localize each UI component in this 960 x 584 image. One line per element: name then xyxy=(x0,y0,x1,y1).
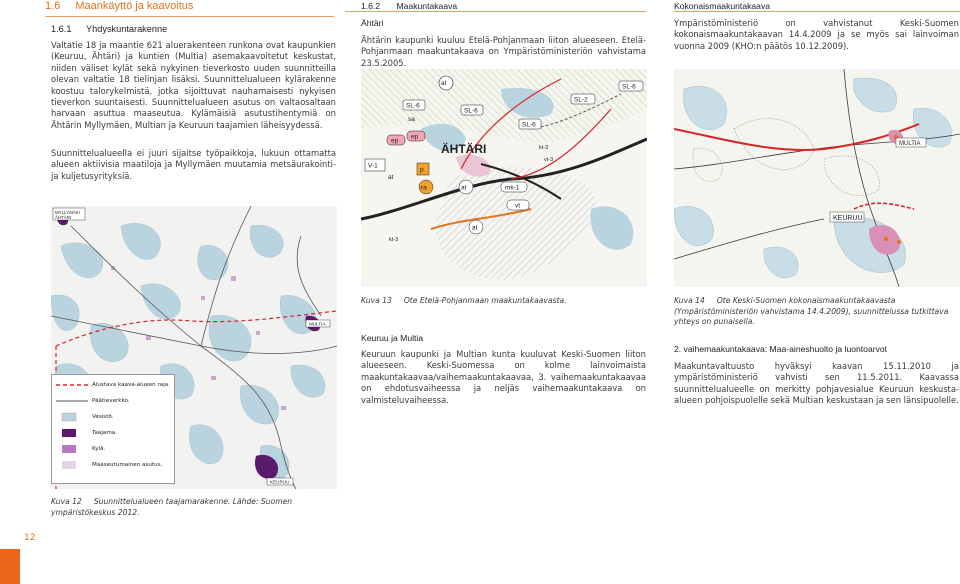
section-heading xyxy=(45,0,193,12)
caption-text: Ote Keski-Suomen kokonaismaakuntakaavasta (Ympäristöministeriön vahvistama 14.4.2009), suunnittelussa tutkittava yhteys on punaisella. xyxy=(674,296,949,326)
regional-plan-map-south-ostrobothnia xyxy=(361,69,647,287)
map-label: ep xyxy=(411,133,419,141)
legend-rural-symbol xyxy=(56,460,88,470)
map-label: vt-3 xyxy=(544,157,554,163)
map-label: V-1 xyxy=(368,162,378,170)
central-finland-svg xyxy=(674,69,960,287)
map-town-label: ÄHTÄRI xyxy=(441,142,487,156)
legend-label: Päätieverkko. xyxy=(92,398,130,404)
map-label: at xyxy=(461,184,467,192)
legend-label: Maaseutumainen asutus. xyxy=(92,462,163,468)
figure-12-caption xyxy=(51,497,341,518)
caption-text: Ote Etelä-Pohjanmaan maakuntakaavasta. xyxy=(403,296,567,305)
subsection-title: Yhdyskuntarakenne xyxy=(86,24,168,34)
map-label: at xyxy=(388,174,394,181)
section-number: 1.6 xyxy=(45,0,61,12)
map-label: mk-1 xyxy=(505,184,520,192)
region-heading-ahtari: Ähtäri xyxy=(361,18,384,28)
caption-prefix: Kuva 13 xyxy=(361,296,392,305)
heading-rule xyxy=(345,11,646,12)
heading-rule xyxy=(45,16,334,17)
subsection-heading xyxy=(361,1,457,11)
page-number: 12 xyxy=(24,533,36,543)
comprehensive-plan-paragraph: Ympäristöministeriö on vahvistanut Keski-Suomen kokonaismaakuntakaavan 14.4.2009 ja se myös sai lainvoiman vuonna 2009 (KHO:n päätös 10.12.2009). xyxy=(674,18,959,51)
settlement-structure-map xyxy=(51,206,337,489)
caption-prefix: Kuva 14 xyxy=(674,296,705,305)
legend-label: Taajama. xyxy=(92,430,117,436)
subsection-number: 1.6.2 xyxy=(361,1,381,11)
map-label: SL-6 xyxy=(464,107,478,115)
page-margin xyxy=(0,0,28,584)
caption-prefix: Kuva 12 xyxy=(51,497,82,506)
map-label: ep xyxy=(391,137,399,145)
structure-paragraph-2: Suunnittelualueella ei juuri sijaitse työpaikkoja, lukuun ottamatta alueen aktiivisia maatiloja ja Myllymäen muutamia metsäurakointi- ja kuljetusyrityksiä. xyxy=(51,148,336,181)
comprehensive-plan-heading: Kokonaismaakuntakaava xyxy=(674,1,771,11)
map-legend xyxy=(51,374,175,484)
legend-item xyxy=(56,425,170,441)
map-label-keuruu: KEURUU xyxy=(270,479,290,485)
page-accent-bar xyxy=(0,549,20,584)
map-label: ra xyxy=(421,184,427,192)
figure-13-caption xyxy=(361,296,646,307)
region-heading-keuruu-multia: Keuruu ja Multia xyxy=(361,333,424,343)
map-label-ahtari: ÄHTÄRI xyxy=(55,215,72,220)
legend-item xyxy=(56,441,170,457)
map-label: at xyxy=(472,224,478,232)
second-phase-plan-paragraph: Maakuntavaltuusto hyväksyi kaavan 15.11.2010 ja ympäristöministeriö vahvisti sen 11.5.2011. Kaavassa suunnittelualueelle on merkitty pohjavesialue Keuruun keskusta-alueen pohjoispuolelle sekä Multian keskustaan ja sen länsipuolelle. xyxy=(674,361,959,406)
map-label: vt xyxy=(515,202,521,210)
map-label: SL-6 xyxy=(522,121,536,129)
map-label: SL-2 xyxy=(574,96,588,104)
legend-label: Vesistö. xyxy=(92,414,114,420)
keuruu-multia-paragraph: Keuruun kaupunki ja Multian kunta kuuluvat Keski-Suomen liiton alueeseen. Keski-Suomessa on kolme lainvoimaista maakuntakaavaa/vaihemaakuntakaavaa, 3. vaihemaakuntakaavaa on ehdotusvaiheessa ja neljäs vaihemaakuntakaava on valmisteluvaiheessa. xyxy=(361,349,646,405)
structure-paragraph-1: Valtatie 18 ja maantie 621 aluerakenteen runkona ovat kaupunkien (Keuruu, Ähtäri) ja kuntien (Multia) asemakaavoitetut keskustat, niiden väliset kylät sekä nykyinen tieverkosto uuden suunnitteilla olevan valtatie 18 tielinjan lisäksi. Suunnittelualueen kylärakenne koostuu talorykelmistä, jotka sijoittuvat nauhamaisesti nykyisen tieverkon suuntaisesti. Suunnittelualueen asutus on valtaosaltaan harvaan asuttua maaseutua. Kylämäisiä asutustihentymiä on Ähtärin Myllymäen, Multian ja Keuruun taajamien läheisyydessä. xyxy=(51,40,336,130)
map-label: kt-3 xyxy=(539,145,549,151)
legend-label: Alustava kaava-alueen raja. xyxy=(92,382,170,388)
map-label: SL-6 xyxy=(622,83,636,91)
figure-14-caption xyxy=(674,296,959,328)
regional-plan-svg xyxy=(361,69,647,287)
legend-village-symbol xyxy=(56,444,88,454)
legend-item xyxy=(56,409,170,425)
map-label-myllymaki: MYLLYMÄKI xyxy=(55,210,80,215)
legend-item xyxy=(56,457,170,473)
subsection-heading xyxy=(51,24,167,34)
heading-rule xyxy=(674,11,960,12)
map-label: p xyxy=(420,166,424,174)
subsection-title: Maakuntakaava xyxy=(396,1,458,11)
second-phase-plan-heading: 2. vaihemaakuntakaava: Maa-aineshuolto ja luontoarvot xyxy=(674,344,888,354)
map-label: kt-3 xyxy=(389,237,399,243)
legend-item xyxy=(56,393,170,409)
section-title: Maankäyttö ja kaavoitus xyxy=(75,0,194,12)
legend-item xyxy=(56,377,170,393)
ahtari-paragraph: Ähtärin kaupunki kuuluu Etelä-Pohjanmaan liiton alueeseen. Etelä-Pohjanmaan maakuntakaava on Ympäristöministeriön vahvistama 23.5.2005. xyxy=(361,35,646,68)
map-label-multia: MULTIA xyxy=(309,321,326,327)
map-label: sa xyxy=(408,116,415,123)
map-label: SL-6 xyxy=(406,102,420,110)
legend-road-symbol xyxy=(56,398,88,404)
map-label-multia: MULTIA xyxy=(899,141,921,147)
legend-town-symbol xyxy=(56,428,88,438)
legend-water-symbol xyxy=(56,412,88,422)
map-label: at xyxy=(441,80,447,87)
map-label-keuruu: KEURUU xyxy=(833,215,863,222)
legend-label: Kylä. xyxy=(92,446,106,452)
caption-text: Suunnittelualueen taajamarakenne. Lähde: Suomen ympäristökeskus 2012. xyxy=(51,497,293,517)
legend-boundary-symbol xyxy=(56,382,88,388)
central-finland-regional-plan-map xyxy=(674,69,960,287)
subsection-number: 1.6.1 xyxy=(51,24,72,34)
